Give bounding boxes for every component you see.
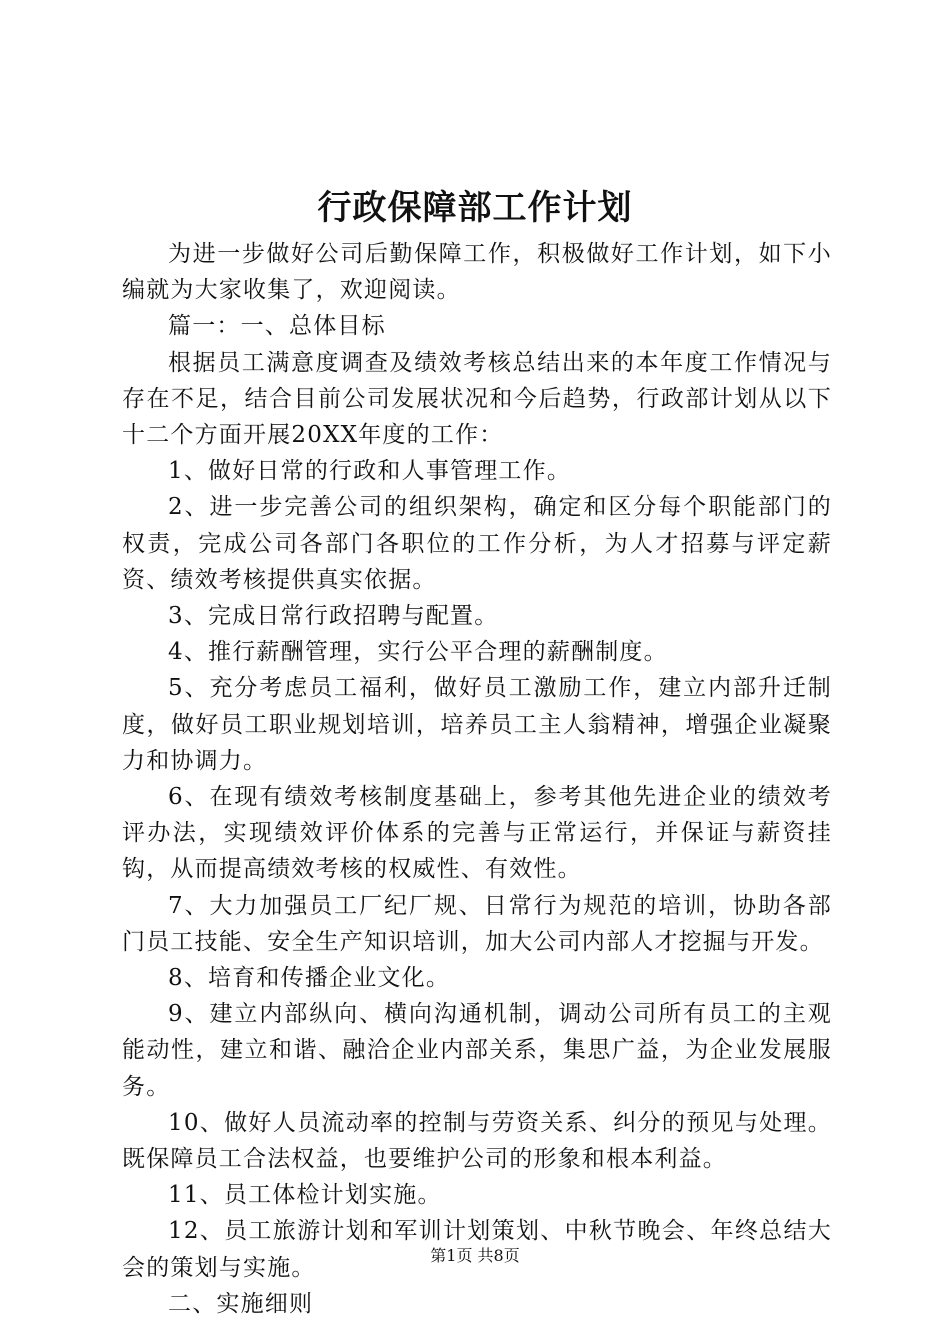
- paragraph-section-heading-1: 篇一：一、总体目标: [168, 313, 386, 340]
- list-item-7: 7、大力加强员工厂纪厂规、日常行为规范的培训，协助各部门员工技能、安全生产知识培训，加大公司内部人才挖掘与开发。: [122, 892, 832, 955]
- list-item-11: 11、员工体检计划实施。: [168, 1182, 442, 1209]
- paragraph-intro: 为进一步做好公司后勤保障工作，积极做好工作计划，如下小编就为大家收集了，欢迎阅读。: [122, 241, 832, 304]
- paragraph-overview: 根据员工满意度调查及绩效考核总结出来的本年度工作情况与存在不足，结合目前公司发展状况和今后趋势，行政部计划从以下十二个方面开展20XX年度的工作：: [122, 349, 832, 449]
- list-item-9: 9、建立内部纵向、横向沟通机制，调动公司所有员工的主观能动性，建立和谐、融洽企业内部关系，集思广益，为企业发展服务。: [122, 1001, 832, 1100]
- list-item-3: 3、完成日常行政招聘与配置。: [168, 603, 499, 630]
- page-number-footer: 第1页 共8页: [430, 1246, 520, 1265]
- document-title: 行政保障部工作计划: [317, 188, 633, 228]
- list-item-5: 5、充分考虑员工福利，做好员工激励工作，建立内部升迁制度，做好员工职业规划培训，培养员工主人翁精神，增强企业凝聚力和协调力。: [122, 675, 832, 774]
- list-item-12: 12、员工旅游计划和军训计划策划、中秋节晚会、年终总结大会的策划与实施。: [122, 1218, 832, 1281]
- paragraph-section-heading-2: 二、实施细则: [168, 1290, 314, 1317]
- list-item-10: 10、做好人员流动率的控制与劳资关系、纠分的预见与处理。既保障员工合法权益，也要维护公司的形象和根本利益。: [122, 1109, 832, 1173]
- list-item-2: 2、进一步完善公司的组织架构，确定和区分每个职能部门的权责，完成公司各部门各职位的工作分析，为人才招募与评定薪资、绩效考核提供真实依据。: [122, 494, 832, 593]
- list-item-6: 6、在现有绩效考核制度基础上，参考其他先进企业的绩效考评办法，实现绩效评价体系的完善与正常运行，并保证与薪资挂钩，从而提高绩效考核的权威性、有效性。: [122, 784, 832, 883]
- list-item-4: 4、推行薪酬管理，实行公平合理的薪酬制度。: [168, 639, 668, 666]
- document-body: [122, 236, 832, 1322]
- list-item-1: 1、做好日常的行政和人事管理工作。: [168, 458, 572, 485]
- list-item-8: 8、培育和传播企业文化。: [168, 965, 451, 992]
